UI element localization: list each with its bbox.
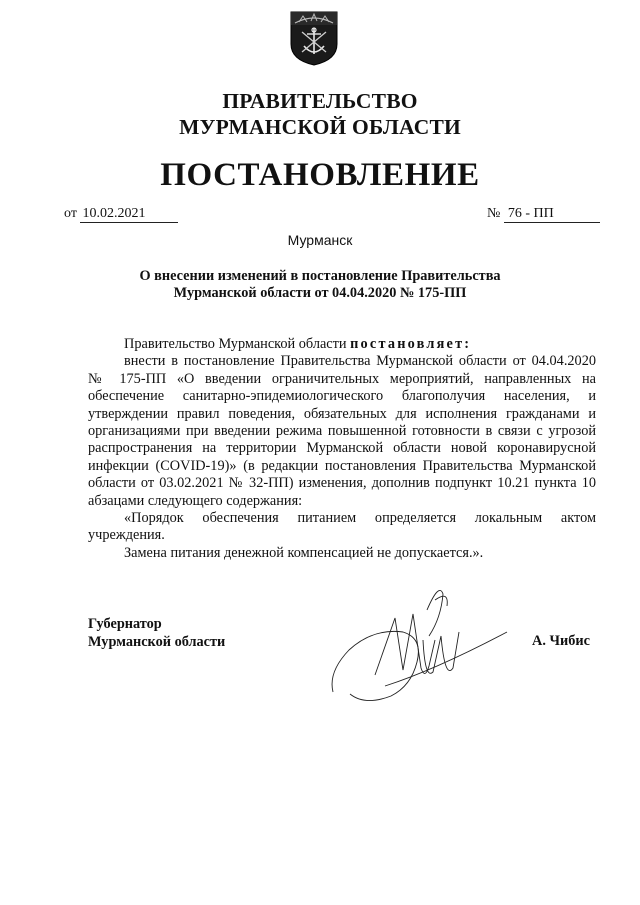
body-paragraph-1: внести в постановление Правительства Мурманской области от 04.04.2020 № 175-ПП «О введении ограничительных мероприятий, направленных на обеспечение санитарно-эпидемиологического благополучия населения, и утверждении правил поведения, обязательных для исполнения гражданами и организациями при введении режима повышенной готовности в связи с угрозой распространения на территории Мурманской области новой коронавирусной инфекции (COVID-19)» (в редакции постановления Правительства Мурманской области от 03.02.2021 № 32-ПП) изменения, дополнив подпункт 10.21 пункта 10 абзацами следующего содержания:: [88, 353, 596, 509]
city-name: Мурманск: [287, 232, 353, 248]
intro-text: Правительство Мурманской области: [124, 336, 351, 352]
resolution-keyword: постановляет:: [350, 336, 472, 352]
handwritten-signature: [325, 580, 515, 710]
date-prefix: от: [64, 206, 77, 221]
signatory-title: [88, 615, 225, 651]
signatory-title-line2: Мурманской области: [88, 634, 226, 650]
subject-line1: О внесении изменений в постановление Правительства: [139, 268, 501, 284]
date-value: 10.02.2021: [80, 206, 178, 223]
number-prefix: №: [487, 206, 501, 221]
body-paragraph-2: «Порядок обеспечения питанием определяется локальным актом учреждения.: [88, 510, 596, 544]
document-body: [88, 336, 596, 562]
body-paragraph-3: Замена питания денежной компенсацией не допускается.».: [124, 544, 484, 561]
number-value: 76 - ПП: [504, 206, 600, 223]
organization-name-line1: ПРАВИТЕЛЬСТВО: [222, 89, 418, 113]
document-type-title: ПОСТАНОВЛЕНИЕ: [160, 157, 480, 193]
document-subject: [80, 268, 560, 302]
signatory-title-line1: Губернатор: [88, 616, 162, 632]
organization-name-line2: МУРМАНСКОЙ ОБЛАСТИ: [179, 115, 461, 139]
subject-line2: Мурманской области от 04.04.2020 № 175-ПП: [173, 285, 467, 301]
coat-of-arms-icon: [289, 10, 339, 66]
signatory-name: А. Чибис: [532, 633, 590, 649]
document-date: [64, 206, 178, 223]
intro-paragraph: [88, 336, 596, 353]
document-number: [487, 206, 600, 223]
